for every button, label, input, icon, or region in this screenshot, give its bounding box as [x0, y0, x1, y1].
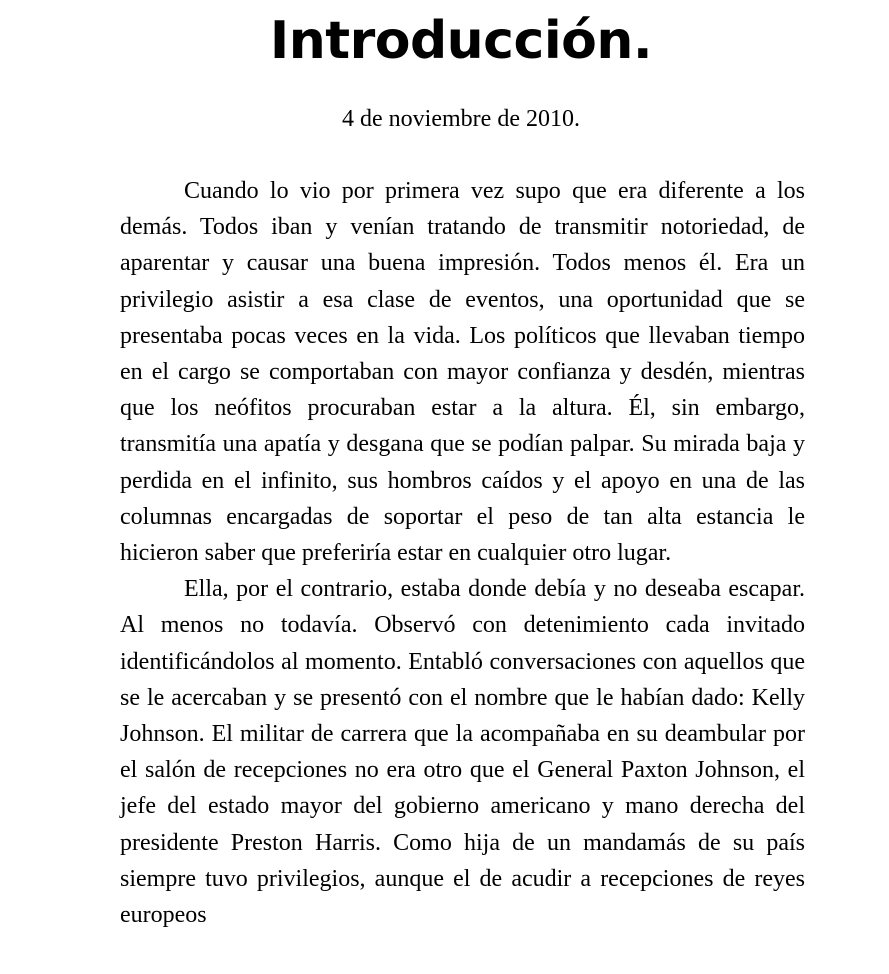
paragraph-2: Ella, por el contrario, estaba donde debía y no deseaba escapar. Al menos no todavía. Observó con detenimiento cada invitado identificándolos al momento. Entabló conversaciones con aquellos que se le acercaban y se presentó con el nombre que le habían dado: Kelly Johnson. El militar de carrera que la acompañaba en su deambular por el salón de recepciones no era otro que el General Paxton Johnson, el jefe del estado mayor del gobierno americano y mano derecha del presidente Preston Harris. Como hija de un mandamás de su país siempre tuvo privilegios, aunque el de acudir a recepciones de reyes europeos [120, 576, 805, 929]
body-text [120, 173, 805, 933]
paragraph-1: Cuando lo vio por primera vez supo que era diferente a los demás. Todos iban y venían tratando de transmitir notoriedad, de aparentar y causar una buena impresión. Todos menos él. Era un privilegio asistir a esa clase de eventos, una oportunidad que se presentaba pocas veces en la vida. Los políticos que llevaban tiempo en el cargo se comportaban con mayor confianza y desdén, mientras que los neófitos procuraban estar a la altura. Él, sin embargo, transmitía una apatía y desgana que se podían palpar. Su mirada baja y perdida en el infinito, sus hombros caídos y el apoyo en una de las columnas encargadas de soportar el peso de tan alta estancia le hicieron saber que preferiría estar en cualquier otro lugar. [120, 178, 805, 567]
date-line: 4 de noviembre de 2010. [342, 106, 580, 132]
page-title: Introducción. [269, 11, 653, 71]
